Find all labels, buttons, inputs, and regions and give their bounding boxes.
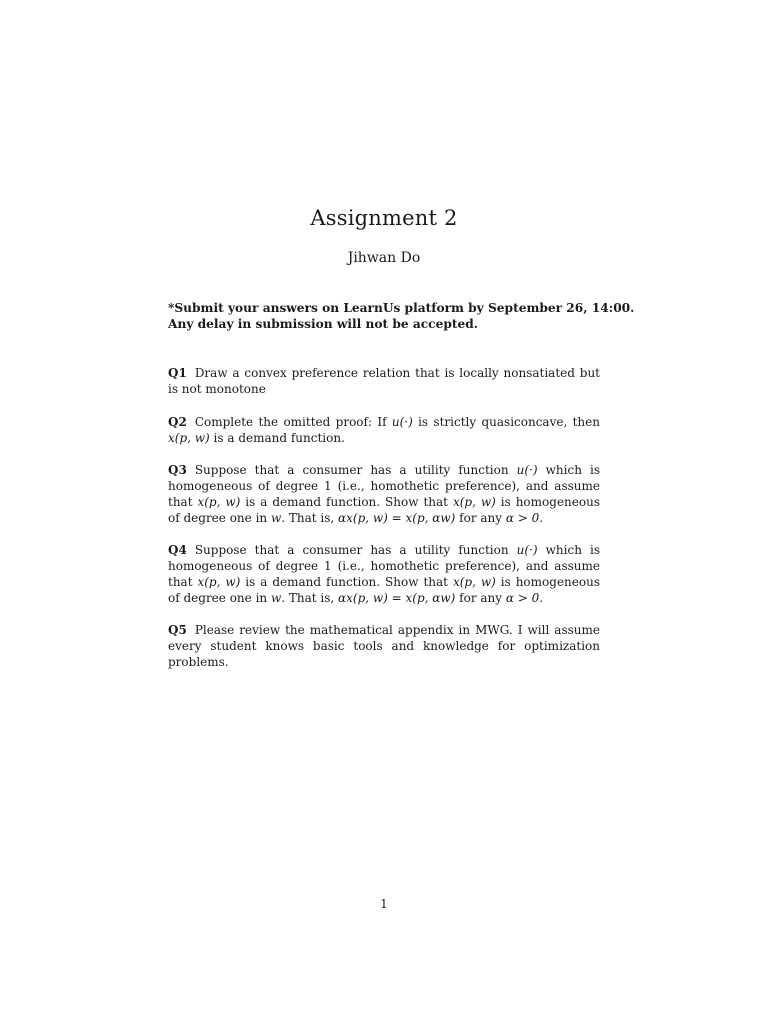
question-text: is a demand function. xyxy=(209,431,345,445)
math-expression: u(·) xyxy=(391,415,413,429)
question-text: . xyxy=(539,511,544,525)
question-text: is homogeneous of degree one in xyxy=(168,495,600,525)
question-label: Q2 xyxy=(168,415,187,429)
question-text: Please review the mathematical appendix in MWG. I will assume every student knows basic tools and knowledge for optimization problems. xyxy=(168,623,600,669)
math-expression: x(p, w) xyxy=(197,495,241,509)
page-number: 1 xyxy=(380,897,388,911)
question-text: which is homogeneous of degree 1 (i.e., homothetic preference), and assume that xyxy=(168,543,600,589)
notice-line-1: *Submit your answers on LearnUs platform by September 26, 14:00. xyxy=(168,301,635,315)
question-text: . That is, xyxy=(281,591,339,605)
math-expression: x(p, w) xyxy=(197,575,241,589)
math-expression: α > 0 xyxy=(505,511,540,525)
submission-notice xyxy=(168,300,635,332)
question-text: Suppose that a consumer has a utility function xyxy=(194,463,517,477)
math-expression: x(p, w) xyxy=(168,431,210,445)
question-text: Draw a convex preference relation that is locally nonsatiated but is not monotone xyxy=(168,366,600,396)
question-text: . xyxy=(539,591,544,605)
question-text: Suppose that a consumer has a utility function xyxy=(194,543,517,557)
question-label: Q1 xyxy=(168,366,187,380)
question-text: Complete the omitted proof: If xyxy=(194,415,392,429)
question-label: Q4 xyxy=(168,543,187,557)
notice-line-2: Any delay in submission will not be accepted. xyxy=(168,317,479,331)
question-text: which is homogeneous of degree 1 (i.e., homothetic preference), and assume that xyxy=(168,463,600,509)
question-5 xyxy=(168,622,600,670)
question-text: for any xyxy=(455,511,506,525)
question-label: Q3 xyxy=(168,463,187,477)
math-expression: u(·) xyxy=(516,463,538,477)
question-text: is a demand function. Show that xyxy=(240,495,453,509)
question-2 xyxy=(168,414,600,446)
question-text: for any xyxy=(455,591,506,605)
math-expression: u(·) xyxy=(516,543,538,557)
question-text: . That is, xyxy=(281,511,339,525)
question-1 xyxy=(168,365,600,397)
math-expression: x(p, w) xyxy=(452,495,496,509)
question-3 xyxy=(168,462,600,526)
math-expression: αx(p, w) = x(p, αw) xyxy=(338,511,456,525)
document-title: Assignment 2 xyxy=(310,206,458,230)
question-text: is homogeneous of degree one in xyxy=(168,575,600,605)
math-expression: α > 0 xyxy=(505,591,540,605)
math-expression: w xyxy=(270,511,282,525)
question-text: is a demand function. Show that xyxy=(240,575,453,589)
question-4 xyxy=(168,542,600,606)
question-label: Q5 xyxy=(168,623,187,637)
math-expression: x(p, w) xyxy=(452,575,496,589)
question-text: is strictly quasiconcave, then xyxy=(412,415,600,429)
math-expression: αx(p, w) = x(p, αw) xyxy=(338,591,456,605)
math-expression: w xyxy=(270,591,282,605)
document-author: Jihwan Do xyxy=(347,250,421,266)
